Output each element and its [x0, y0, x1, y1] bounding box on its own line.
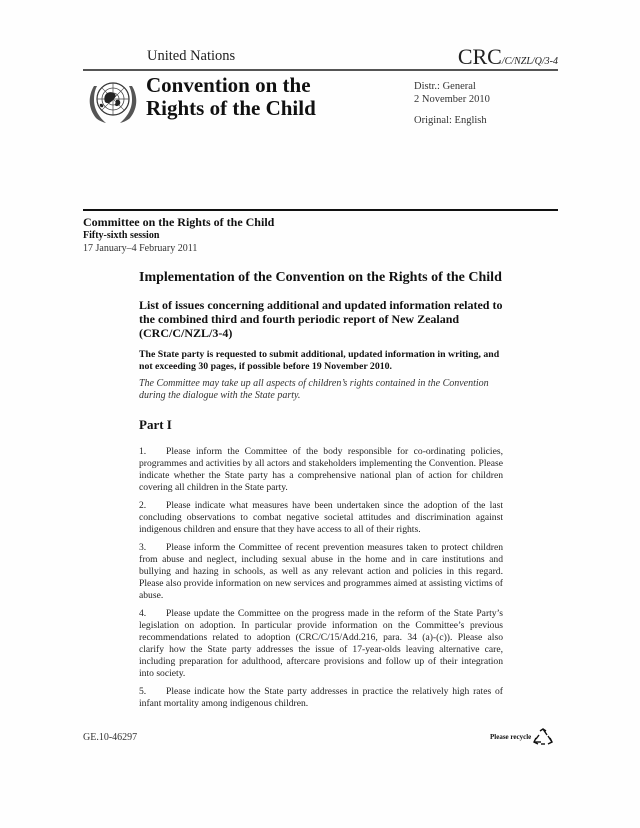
- section-divider: [83, 209, 558, 211]
- committee-name: Committee on the Rights of the Child: [83, 215, 275, 229]
- document-symbol-suffix: /C/NZL/Q/3-4: [501, 56, 558, 67]
- paragraph-item: [139, 686, 503, 710]
- header-rule: [83, 69, 558, 71]
- paragraph-text: Please update the Committee on the progress made in the reform of the State Party’s legislation on adoption. In particular provide information on the Committee’s previous recommendations related to adoption (CRC/C/15/Add.216, para. 34 (a)-(c)). Please also clarify how the State party addresses the issue of 17-year-olds leaving alternative care, including preparation for adulthood, aftercare provisions and follow up of their integration into society.: [139, 608, 503, 679]
- part-title: Part I: [139, 417, 172, 432]
- paragraph-item: [139, 500, 503, 536]
- paragraph-item: [139, 542, 503, 602]
- convention-title-line2: Rights of the Child: [146, 96, 316, 120]
- paragraph-text: Please inform the Committee of the body responsible for co-ordinating policies, programmes and activities by all actors and stakeholders implementing the Convention. Please indicate whether the State party has a comprehensive national plan of action for children covering all children in the State party.: [139, 446, 503, 493]
- recycle-text: Please recycle: [490, 733, 532, 741]
- document-symbol: [458, 44, 558, 70]
- submission-request: The State party is requested to submit additional, updated information in writing, and not exceeding 30 pages, if possible before 19 November 2010.: [139, 349, 500, 372]
- paragraph-text: Please indicate what measures have been undertaken since the adoption of the last concluding observations to combat negative societal attitudes and discrimination against indigenous children and ensure that they have access to all of their rights.: [139, 500, 503, 535]
- paragraph-text: Please inform the Committee of recent prevention measures taken to protect children from abuse and neglect, including sexual abuse in the home and in care institutions and bullying and hazing in schools, as well as any relevant action and policies in this regard. Please also provide information on new services and programmes aimed at assisting victims of abuse.: [139, 542, 503, 601]
- original-language: Original: English: [414, 115, 487, 126]
- committee-dates: 17 January–4 February 2011: [83, 243, 198, 254]
- document-body: [139, 269, 503, 716]
- distribution-label: Distr.: General: [414, 81, 476, 92]
- document-date: 2 November 2010: [414, 94, 490, 105]
- main-heading: Implementation of the Convention on the Rights of the Child: [139, 270, 502, 285]
- convention-title-line1: Convention on the: [146, 73, 311, 97]
- committee-note: The Committee may take up all aspects of children’s rights contained in the Convention during the dialogue with the State party.: [139, 378, 489, 401]
- paragraph-number: 4.: [139, 608, 147, 619]
- paragraph-number: 5.: [139, 686, 147, 697]
- document-number: GE.10-46297: [83, 732, 138, 743]
- organization-name: United Nations: [147, 48, 236, 64]
- recycle-notice: [490, 728, 553, 746]
- document-symbol-main: CRC: [457, 44, 502, 69]
- paragraph-number: 2.: [139, 500, 147, 511]
- paragraph-item: [139, 608, 503, 680]
- un-emblem-icon: [86, 74, 140, 126]
- recycle-icon: [533, 728, 553, 746]
- paragraph-text: Please indicate how the State party addresses in practice the relatively high rates of infant mortality among indigenous children.: [139, 686, 503, 709]
- sub-heading: List of issues concerning additional and updated information related to the combined third and fourth periodic report of New Zealand (CRC/C/NZL/3-4): [139, 298, 503, 340]
- distribution-info: [414, 80, 490, 127]
- paragraph-number: 3.: [139, 542, 147, 553]
- paragraph-item: [139, 446, 503, 494]
- paragraph-number: 1.: [139, 446, 147, 457]
- committee-session: Fifty-sixth session: [83, 230, 160, 241]
- committee-block: [83, 216, 274, 255]
- convention-title: [146, 74, 316, 120]
